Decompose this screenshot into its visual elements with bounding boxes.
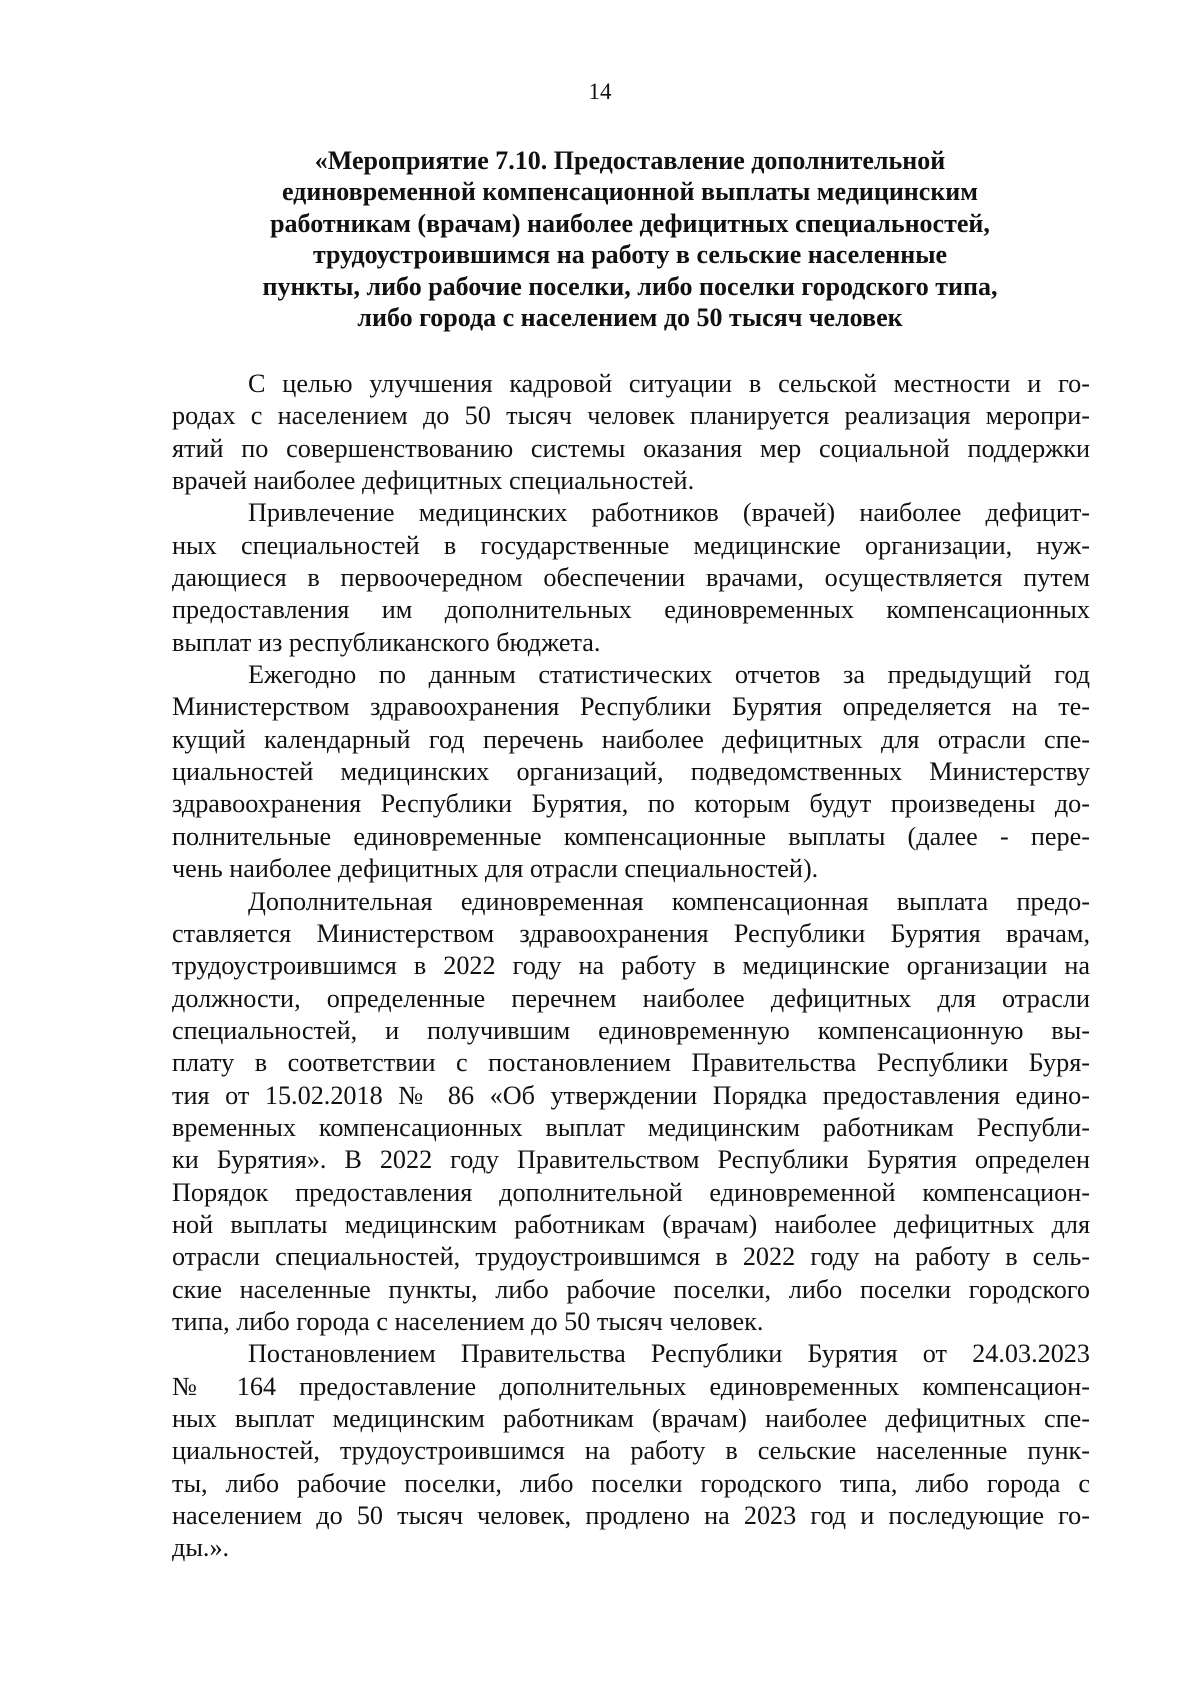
text-line: циальностей медицинских организаций, подведомственных Министерству [172, 757, 1090, 787]
paragraph [172, 1338, 1090, 1564]
text-line: № 164 предоставление дополнительных единовременных компенсацион- [172, 1371, 1090, 1401]
paragraph [172, 497, 1090, 659]
text-line: плату в соответствии с постановлением Правительства Республики Буря- [172, 1048, 1090, 1078]
text-line: чень наиболее дефицитных для отрасли специальностей). [172, 854, 819, 884]
text-line: врачей наиболее дефицитных специальностей. [172, 466, 695, 496]
text-line: С целью улучшения кадровой ситуации в сельской местности и го- [248, 369, 1090, 398]
text-line: ных выплат медицинским работникам (врачам) наиболее дефицитных спе- [172, 1404, 1090, 1433]
title-line: трудоустроившимся на работу в сельские населенные [312, 240, 948, 270]
title-line: пункты, либо рабочие поселки, либо поселки городского типа, [262, 271, 998, 301]
text-line: Порядок предоставления дополнительной единовременной компенсацион- [172, 1177, 1090, 1207]
text-line: ных специальностей в государственные медицинские организации, нуж- [172, 530, 1090, 560]
text-line: Ежегодно по данным статистических отчетов за предыдущий год [248, 660, 1090, 690]
title-line: работникам (врачам) наиболее дефицитных специальностей, [270, 208, 990, 238]
text-line: ставляется Министерством здравоохранения Республики Бурятия врачам, [172, 918, 1090, 948]
text-line: Привлечение медицинских работников (врачей) наиболее дефицит- [248, 498, 1090, 528]
text-line: ские населенные пункты, либо рабочие поселки, либо поселки городского [172, 1274, 1090, 1304]
text-line: отрасли специальностей, трудоустроившимся в 2022 году на работу в сель- [172, 1242, 1090, 1272]
page-number: 14 [588, 79, 612, 104]
text-line: должности, определенные перечнем наиболее дефицитных для отрасли [172, 983, 1090, 1013]
paragraph [172, 368, 1090, 497]
text-line: ной выплаты медицинским работникам (врачам) наиболее дефицитных для [172, 1209, 1090, 1239]
paragraph [172, 886, 1090, 1339]
paragraph [172, 659, 1090, 885]
section-title [170, 145, 1090, 333]
text-line: типа, либо города с населением до 50 тысяч человек. [172, 1306, 764, 1336]
text-line: Дополнительная единовременная компенсационная выплата предо- [248, 886, 1090, 916]
text-line: трудоустроившимся в 2022 году на работу в медицинские организации на [172, 951, 1090, 981]
text-line: временных компенсационных выплат медицинским работникам Республи- [172, 1112, 1090, 1142]
text-line: ты, либо рабочие поселки, либо поселки городского типа, либо города с [172, 1468, 1090, 1498]
text-line: полнительные единовременные компенсационные выплаты (далее - пере- [172, 821, 1090, 851]
title-line: единовременной компенсационной выплаты медицинским [281, 177, 978, 207]
text-line: кущий календарный год перечень наиболее дефицитных для отрасли спе- [172, 724, 1090, 754]
text-line: циальностей, трудоустроившимся на работу в сельские населенные пунк- [172, 1436, 1090, 1466]
document-body [172, 368, 1090, 1565]
title-line: либо города с населением до 50 тысяч человек [357, 303, 903, 333]
text-line: Постановлением Правительства Республики Бурятия от 24.03.2023 [248, 1339, 1090, 1369]
text-line: выплат из республиканского бюджета. [172, 627, 601, 657]
text-line: населением до 50 тысяч человек, продлено на 2023 год и последующие го- [172, 1501, 1090, 1531]
text-line: родах с населением до 50 тысяч человек планируется реализация меропри- [172, 401, 1090, 431]
text-line: предоставления им дополнительных единовременных компенсационных [172, 595, 1090, 625]
text-line: ятий по совершенствованию системы оказания мер социальной поддержки [172, 433, 1090, 463]
text-line: специальностей, и получившим единовременную компенсационную вы- [172, 1015, 1090, 1045]
text-line: ды.». [172, 1533, 230, 1563]
text-line: здравоохранения Республики Бурятия, по которым будут произведены до- [172, 789, 1090, 819]
text-line: дающиеся в первоочередном обеспечении врачами, осуществляется путем [172, 563, 1090, 593]
text-line: ки Бурятия». В 2022 году Правительством Республики Бурятия определен [172, 1145, 1090, 1175]
text-line: Министерством здравоохранения Республики Бурятия определяется на те- [172, 692, 1090, 722]
text-line: тия от 15.02.2018 № 86 «Об утверждении Порядка предоставления едино- [172, 1080, 1090, 1110]
title-line: «Мероприятие 7.10. Предоставление дополнительной [314, 146, 946, 175]
